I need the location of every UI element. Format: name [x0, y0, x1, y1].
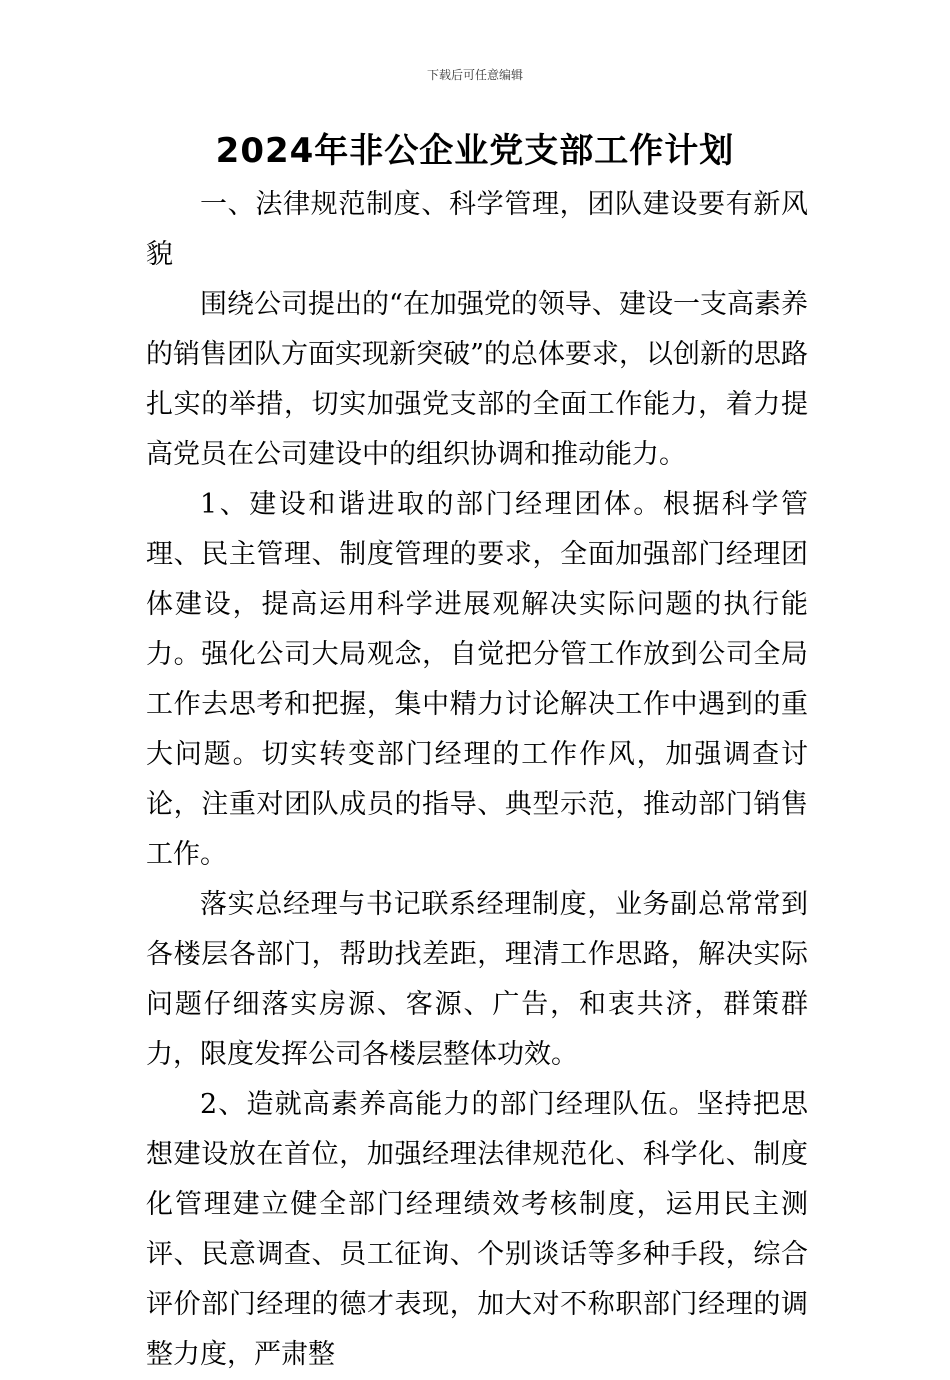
paragraph: 1、建设和谐进取的部门经理团体。根据科学管理、民主管理、制度管理的要求，全面加强部门经理团体建设，提高运用科学进展观解决实际问题的执行能力。强化公司大局观念，自觉把分管工作放到公司全局工作去思考和把握，集中精力讨论解决工作中遇到的重大问题。切实转变部门经理的工作作风，加强调查讨论，注重对团队成员的指导、典型示范，推动部门销售工作。	[146, 489, 808, 870]
paragraph: 围绕公司提出的“在加强党的领导、建设一支高素养的销售团队方面实现新突破”的总体要求，以创新的思路扎实的举措，切实加强党支部的全面工作能力，着力提高党员在公司建设中的组织协调和推动能力。	[146, 289, 808, 470]
header-note: 下载后可任意编辑	[426, 68, 523, 82]
paragraph: 落实总经理与书记联系经理制度，业务副总常常到各楼层各部门，帮助找差距，理清工作思路，解决实际问题仔细落实房源、客源、广告，和衷共济，群策群力，限度发挥公司各楼层整体功效。	[146, 889, 808, 1070]
paragraph: 2、造就高素养高能力的部门经理队伍。坚持把思想建设放在首位，加强经理法律规范化、科学化、制度化管理建立健全部门经理绩效考核制度，运用民主测评、民意调查、员工征询、个别谈话等多种手段，综合评价部门经理的德才表现，加大对不称职部门经理的调整力度，严肃整	[146, 1089, 808, 1370]
document-title: 2024年非公企业党支部工作计划	[215, 131, 735, 171]
section-heading: 一、法律规范制度、科学管理，团队建设要有新风貌	[146, 189, 808, 270]
document-body	[146, 180, 808, 1380]
